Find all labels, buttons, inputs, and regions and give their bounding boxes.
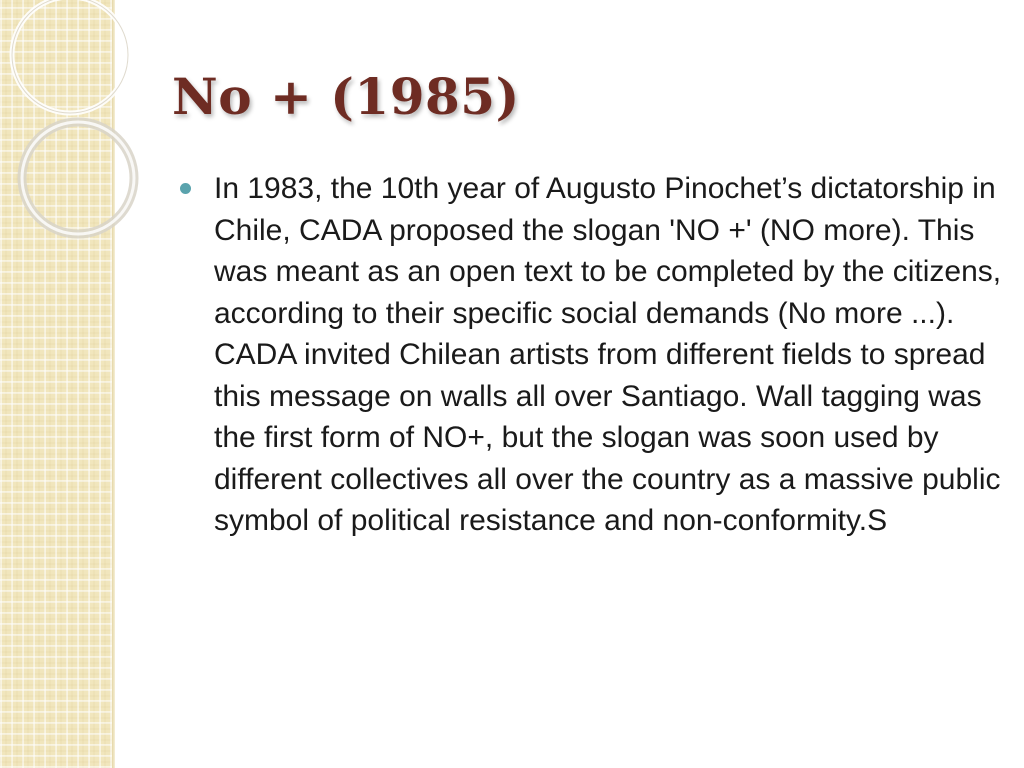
decorative-circle-lower-highlight: [22, 122, 134, 234]
bullet-text: In 1983, the 10th year of Augusto Pinochet’s dictatorship in Chile, CADA proposed the slogan 'NO +' (NO more). This was meant as an open text to be completed by the citizens, according to their specific social demands (No more ...). CADA invited Chilean artists from different fields to spread this message on walls all over Santiago. Wall tagging was the first form of NO+, but the slogan was soon used by different collectives all over the country as a massive public symbol of political resistance and non-conformity.S: [214, 172, 1002, 537]
bullet-item: [180, 168, 1000, 542]
slide-title: No + (1985): [172, 67, 520, 126]
decorative-circles: [0, 0, 140, 260]
bullet-dot-icon: [180, 183, 191, 194]
slide-body: [180, 168, 1000, 542]
